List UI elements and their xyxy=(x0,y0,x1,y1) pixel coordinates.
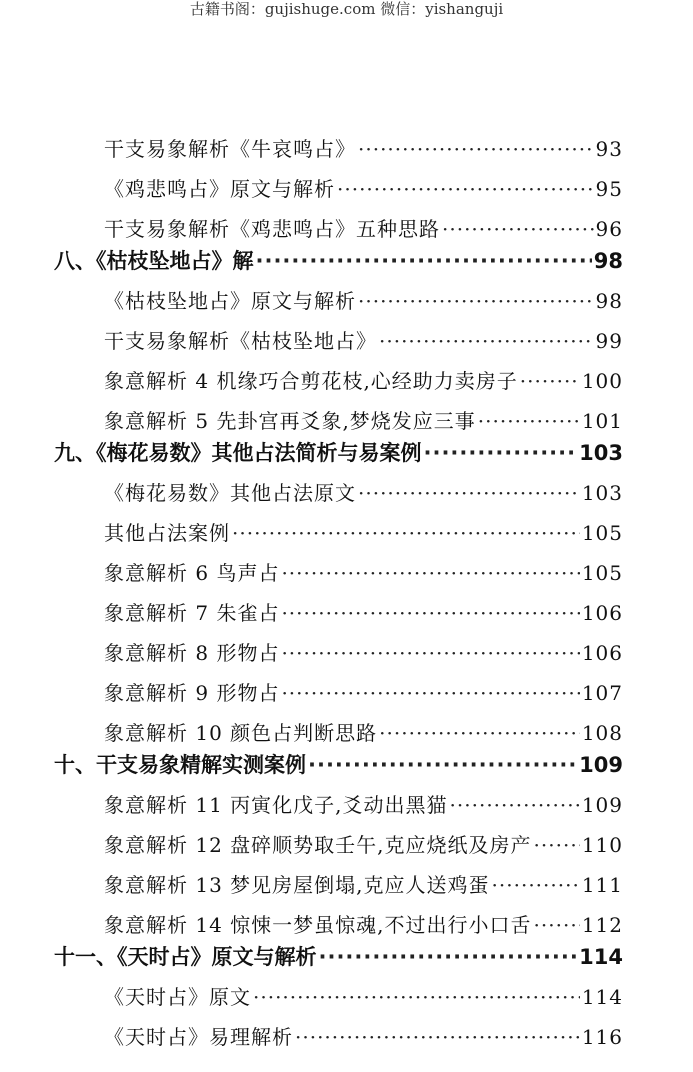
toc-leader-dots xyxy=(450,793,580,817)
toc-entry-title: 象意解析 5 先卦宫再爻象,梦烧发应三事 xyxy=(104,409,476,433)
toc-page-number: 106 xyxy=(581,601,623,625)
toc-entry-title: 象意解析 11 丙寅化戊子,爻动出黑猫 xyxy=(104,793,448,817)
toc-leader-dots xyxy=(253,985,580,1009)
toc-section-entry[interactable] xyxy=(104,365,623,394)
toc-section-entry[interactable] xyxy=(104,909,623,938)
toc-section-entry[interactable] xyxy=(104,285,623,314)
toc-leader-dots xyxy=(379,721,580,745)
toc-leader-dots xyxy=(358,289,594,313)
toc-section-entry[interactable] xyxy=(104,173,623,202)
toc-section-entry[interactable] xyxy=(104,405,623,434)
toc-entry-title: 十、干支易象精解实测案例 xyxy=(54,753,306,777)
toc-page-number: 107 xyxy=(581,681,623,705)
toc-entry-title: 八、《枯枝坠地占》解 xyxy=(54,249,254,273)
toc-section-entry[interactable] xyxy=(104,677,623,706)
toc-page-number: 103 xyxy=(579,441,623,465)
toc-page-number: 93 xyxy=(595,137,623,161)
toc-leader-dots xyxy=(308,753,577,777)
toc-page-number: 98 xyxy=(593,249,623,273)
toc-leader-dots xyxy=(534,913,580,937)
toc-page-number: 114 xyxy=(579,945,623,969)
toc-leader-dots xyxy=(232,521,580,545)
toc-entry-title: 象意解析 6 鸟声占 xyxy=(104,561,280,585)
toc-entry-title: 干支易象解析《鸡悲鸣占》五种思路 xyxy=(104,217,440,241)
watermark: 古籍书阁：gujishuge.com 微信：yishanguji xyxy=(189,0,504,18)
toc-leader-dots xyxy=(281,681,579,705)
toc-leader-dots xyxy=(478,409,580,433)
toc-leader-dots xyxy=(442,217,594,241)
toc-entry-title: 象意解析 13 梦见房屋倒塌,克应人送鸡蛋 xyxy=(104,873,490,897)
toc-page-number: 110 xyxy=(581,833,623,857)
toc-entry-title: 九、《梅花易数》其他占法简析与易案例 xyxy=(54,441,422,465)
toc-section-entry[interactable] xyxy=(104,325,623,354)
toc-page-number: 105 xyxy=(581,561,623,585)
toc-entry-title: 象意解析 9 形物占 xyxy=(104,681,280,705)
toc-chapter-entry[interactable] xyxy=(54,437,623,467)
toc-leader-dots xyxy=(337,177,594,201)
toc-leader-dots xyxy=(281,561,579,585)
toc-entry-title: 象意解析 14 惊悚一梦虽惊魂,不过出行小口舌 xyxy=(104,913,532,937)
toc-entry-title: 干支易象解析《枯枝坠地占》 xyxy=(104,329,377,353)
toc-page-number: 106 xyxy=(581,641,623,665)
toc-section-entry[interactable] xyxy=(104,981,623,1010)
toc-leader-dots xyxy=(295,1025,580,1049)
toc-section-entry[interactable] xyxy=(104,597,623,626)
toc-section-entry[interactable] xyxy=(104,869,623,898)
toc-entry-title: 象意解析 8 形物占 xyxy=(104,641,280,665)
toc-section-entry[interactable] xyxy=(104,133,623,162)
toc-section-entry[interactable] xyxy=(104,557,623,586)
toc-page-number: 98 xyxy=(595,289,623,313)
toc-leader-dots xyxy=(358,137,594,161)
toc-entry-title: 象意解析 4 机缘巧合剪花枝,心经助力卖房子 xyxy=(104,369,518,393)
toc-leader-dots xyxy=(379,329,594,353)
toc-chapter-entry[interactable] xyxy=(54,749,623,779)
toc-leader-dots xyxy=(520,369,580,393)
toc-page-number: 95 xyxy=(595,177,623,201)
toc-page-number: 105 xyxy=(581,521,623,545)
toc-leader-dots xyxy=(256,249,592,273)
toc-entry-title: 《梅花易数》其他占法原文 xyxy=(104,481,356,505)
toc-leader-dots xyxy=(281,641,579,665)
toc-leader-dots xyxy=(534,833,580,857)
toc-leader-dots xyxy=(281,601,579,625)
toc-leader-dots xyxy=(358,481,580,505)
toc-section-entry[interactable] xyxy=(104,517,623,546)
toc-entry-title: 《天时占》原文 xyxy=(104,985,251,1009)
toc-entry-title: 象意解析 10 颜色占判断思路 xyxy=(104,721,378,745)
toc-page-number: 116 xyxy=(581,1025,623,1049)
toc-page-number: 96 xyxy=(595,217,623,241)
toc-entry-title: 十一、《天时占》原文与解析 xyxy=(54,945,317,969)
toc-entry-title: 《天时占》易理解析 xyxy=(104,1025,293,1049)
toc-page-number: 114 xyxy=(581,985,623,1009)
toc-chapter-entry[interactable] xyxy=(54,941,623,971)
toc-section-entry[interactable] xyxy=(104,213,623,242)
toc-leader-dots xyxy=(319,945,578,969)
toc-section-entry[interactable] xyxy=(104,1021,623,1050)
toc-section-entry[interactable] xyxy=(104,829,623,858)
toc-page-number: 103 xyxy=(581,481,623,505)
toc-section-entry[interactable] xyxy=(104,717,623,746)
toc-entry-title: 《鸡悲鸣占》原文与解析 xyxy=(104,177,335,201)
toc-page-number: 109 xyxy=(579,753,623,777)
toc-chapter-entry[interactable] xyxy=(54,245,623,275)
toc-page-number: 109 xyxy=(581,793,623,817)
toc-leader-dots xyxy=(424,441,578,465)
toc-entry-title: 象意解析 7 朱雀占 xyxy=(104,601,280,625)
toc-page-number: 101 xyxy=(581,409,623,433)
toc-section-entry[interactable] xyxy=(104,637,623,666)
toc-page-number: 111 xyxy=(581,873,623,897)
toc-page-number: 108 xyxy=(581,721,623,745)
toc-section-entry[interactable] xyxy=(104,477,623,506)
toc-entry-title: 象意解析 12 盘碎顺势取壬午,克应烧纸及房产 xyxy=(104,833,532,857)
toc-section-entry[interactable] xyxy=(104,789,623,818)
toc-page-number: 99 xyxy=(595,329,623,353)
toc-entry-title: 《枯枝坠地占》原文与解析 xyxy=(104,289,356,313)
toc-entry-title: 干支易象解析《牛哀鸣占》 xyxy=(104,137,356,161)
toc-page-number: 100 xyxy=(581,369,623,393)
toc-entry-title: 其他占法案例 xyxy=(104,521,230,545)
toc-page-number: 112 xyxy=(581,913,623,937)
toc-leader-dots xyxy=(492,873,580,897)
